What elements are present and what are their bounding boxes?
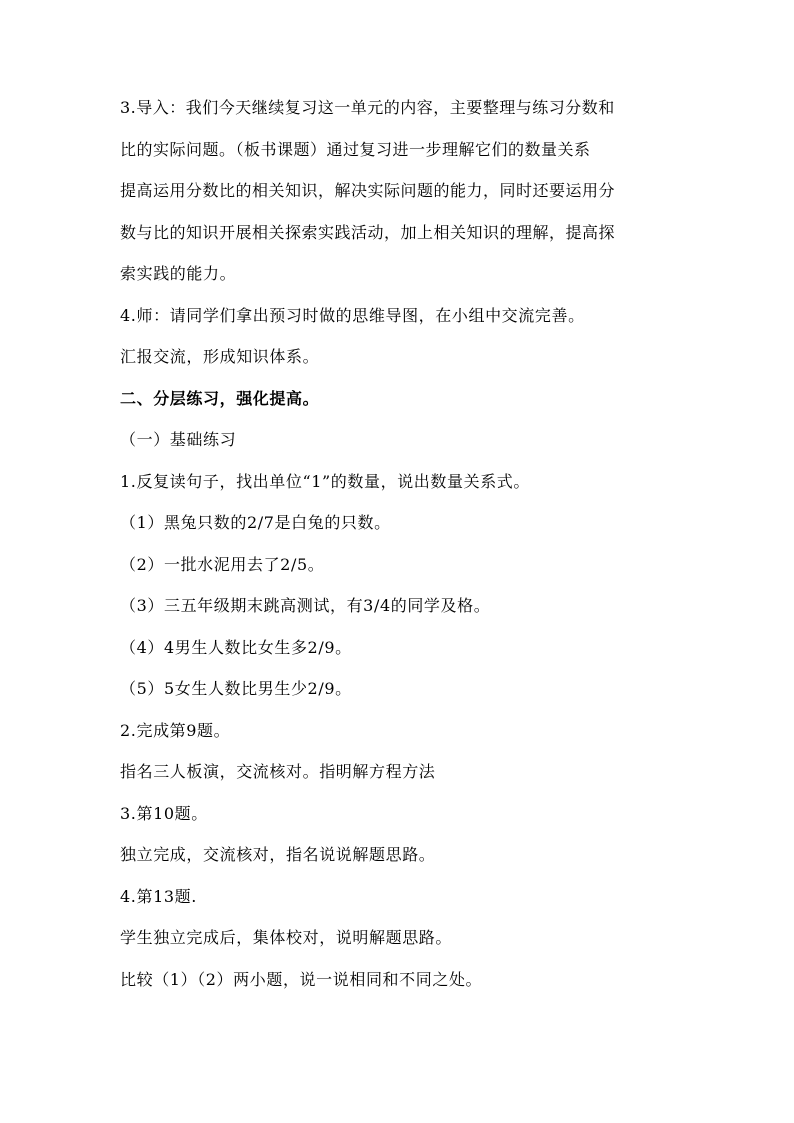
exercise-1-item-4: （4）4男生人数比女生多2/9。	[120, 637, 352, 657]
document-page	[120, 98, 680, 1011]
text-line-5: 索实践的能力。	[120, 264, 237, 283]
section-heading: 二、分层练习，强化提高。	[120, 388, 320, 408]
exercise-3: 3.第10题。	[120, 803, 208, 823]
exercise-1-item-2: （2）一批水泥用去了2/5。	[120, 554, 325, 574]
exercise-1-item-1: （1）黑兔只数的2/7是白兔的只数。	[120, 513, 391, 532]
exercise-4-compare: 比较（1）（2）两小题，说一说相同和不同之处。	[120, 969, 483, 989]
text-line-7: 汇报交流，形成知识体系。	[120, 347, 320, 366]
exercise-4-note: 学生独立完成后，集体校对，说明解题思路。	[120, 928, 453, 947]
exercise-4: 4.第13题.	[120, 886, 197, 906]
exercise-3-note: 独立完成，交流核对，指名说说解题思路。	[120, 845, 436, 864]
exercise-1-item-5: （5）5女生人数比男生少2/9。	[120, 679, 352, 698]
text-line-2: 比的实际问题。（板书课题）通过复习进一步理解它们的数量关系	[120, 139, 591, 159]
exercise-1-item-3: （3）三五年级期末跳高测试，有3/4的同学及格。	[120, 596, 491, 615]
text-line-6: 4.师：请同学们拿出预习时做的思维导图，在小组中交流完善。	[120, 305, 585, 325]
exercise-2-note: 指名三人板演，交流核对。指明解方程方法	[120, 762, 436, 781]
subsection-heading: （一）基础练习	[120, 430, 237, 449]
text-line-3: 提高运用分数比的相关知识，解决实际问题的能力，同时还要运用分	[120, 181, 616, 200]
text-line-4: 数与比的知识开展相关探索实践活动，加上相关知识的理解，提高探	[120, 222, 616, 242]
exercise-2: 2.完成第9题。	[120, 720, 231, 740]
exercise-1: 1.反复读句子，找出单位“1”的数量，说出数量关系式。	[120, 471, 531, 491]
text-line-1: 3.导入：我们今天继续复习这一单元的内容，主要整理与练习分数和	[120, 98, 615, 117]
